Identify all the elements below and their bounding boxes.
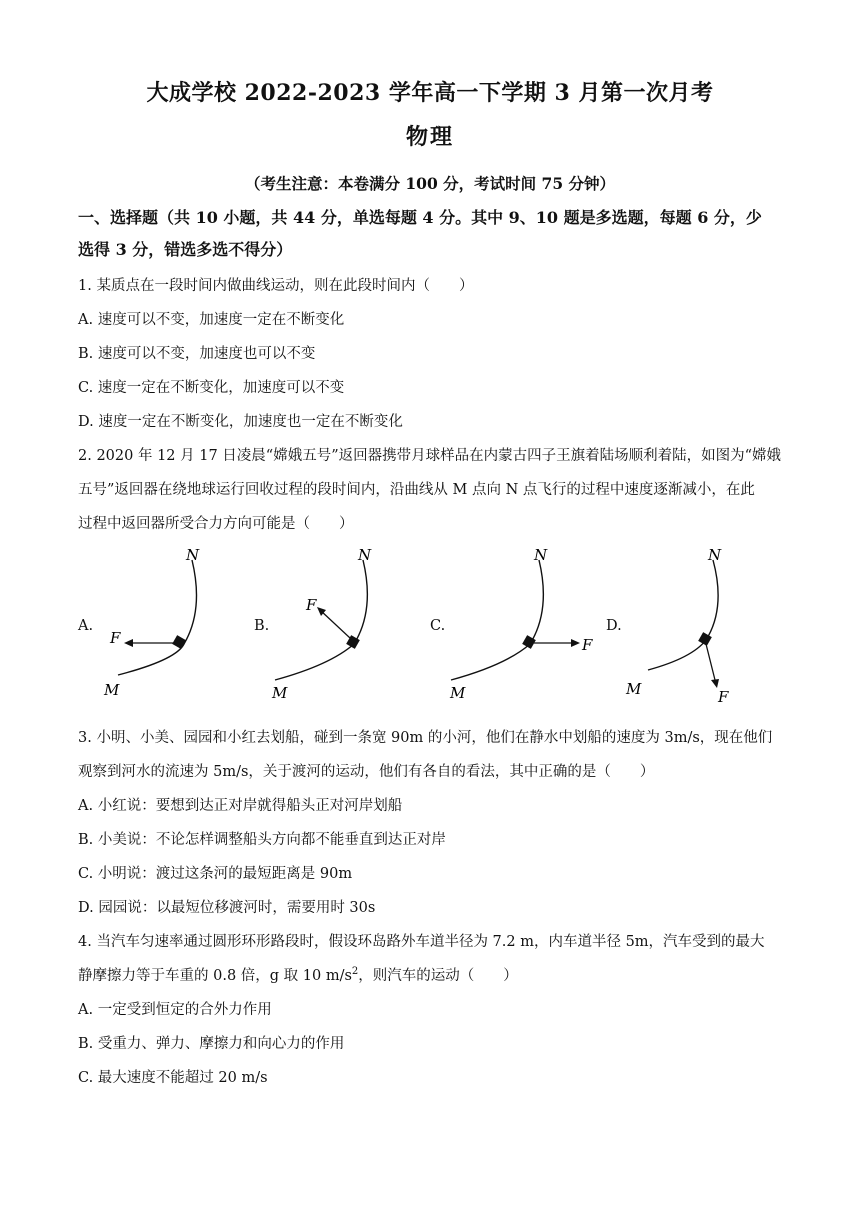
q4-stem-text-b: ，则汽车的运动（ ） (358, 968, 518, 984)
q4-stem-text-a: 静摩擦力等于车重的 0.8 倍，g 取 10 m/s (78, 968, 352, 984)
point-m-label: M (450, 684, 466, 702)
q2-figure-a-label: A. (78, 618, 94, 634)
q3-option-b: B. 小美说：不论怎样调整船头方向都不能垂直到达正对岸 (78, 832, 446, 848)
section-heading-line2: 选得 3 分，错选多选不得分） (78, 240, 293, 259)
point-n-label: N (186, 546, 200, 564)
q1-option-a: A. 速度可以不变，加速度一定在不断变化 (78, 312, 345, 328)
q1-option-c: C. 速度一定在不断变化，加速度可以不变 (78, 380, 345, 396)
point-n-label: N (358, 546, 372, 564)
q3-stem-line2: 观察到河水的流速为 5m/s，关于渡河的运动，他们有各自的看法，其中正确的是（ ） (78, 764, 655, 780)
point-m-label: M (626, 680, 642, 698)
q2-stem-line3: 过程中返回器所受合力方向可能是（ ） (78, 516, 354, 532)
q4-superscript: 2 (351, 966, 359, 978)
q1-option-b: B. 速度可以不变，加速度也可以不变 (78, 346, 316, 362)
q2-stem-line2: 五号”返回器在绕地球运行回收过程的段时间内，沿曲线从 M 点向 N 点飞行的过程中速度逐渐减小，在此 (78, 482, 755, 498)
point-m-label: M (104, 681, 120, 699)
force-label: F (718, 688, 729, 706)
force-label: F (306, 596, 317, 614)
q2-figure-d (622, 540, 802, 710)
exam-notice: （考生注意：本卷满分 100 分，考试时间 75 分钟） (244, 174, 615, 193)
q4-option-a: A. 一定受到恒定的合外力作用 (78, 1002, 272, 1018)
exam-title: 大成学校 2022-2023 学年高一下学期 3 月第一次月考 (146, 80, 714, 106)
q2-figure-b (270, 540, 450, 710)
q4-option-b: B. 受重力、弹力、摩擦力和向心力的作用 (78, 1036, 345, 1052)
point-n-label: N (534, 546, 548, 564)
q4-option-c: C. 最大速度不能超过 20 m/s (78, 1070, 268, 1086)
q2-figure-c-label: C. (430, 618, 446, 634)
point-n-label: N (708, 546, 722, 564)
q2-figure-b-label: B. (254, 618, 270, 634)
q4-stem-line1: 4. 当汽车匀速率通过圆形环形路段时，假设环岛路外车道半径为 7.2 m，内车道半径 5m，汽车受到的最大 (78, 934, 765, 950)
q3-option-a: A. 小红说：要想到达正对岸就得船头正对河岸划船 (78, 798, 403, 814)
q4-stem-line2 (78, 964, 518, 985)
force-label: F (582, 636, 593, 654)
point-m-label: M (272, 684, 288, 702)
q1-option-d: D. 速度一定在不断变化，加速度也一定在不断变化 (78, 414, 403, 430)
subject-title: 物理 (405, 124, 454, 150)
force-label: F (110, 629, 121, 647)
section-heading-line1: 一、选择题（共 10 小题，共 44 分，单选每题 4 分。其中 9、10 题是多选题，每题 6 分，少 (78, 208, 762, 227)
q1-stem: 1. 某质点在一段时间内做曲线运动，则在此段时间内（ ） (78, 278, 474, 294)
q3-option-d: D. 园园说：以最短位移渡河时，需要用时 30s (78, 900, 376, 916)
q2-stem-line1: 2. 2020 年 12 月 17 日凌晨“嫦娥五号”返回器携带月球样品在内蒙古四子王旗着陆场顺利着陆，如图为“嫦娥 (78, 448, 782, 464)
q3-option-c: C. 小明说：渡过这条河的最短距离是 90m (78, 866, 353, 882)
q2-figure-a (96, 540, 276, 710)
q2-figure-d-label: D. (606, 618, 622, 634)
q2-figure-c (446, 540, 626, 710)
q3-stem-line1: 3. 小明、小美、园园和小红去划船，碰到一条宽 90m 的小河，他们在静水中划船的速度为 3m/s，现在他们 (78, 730, 773, 746)
